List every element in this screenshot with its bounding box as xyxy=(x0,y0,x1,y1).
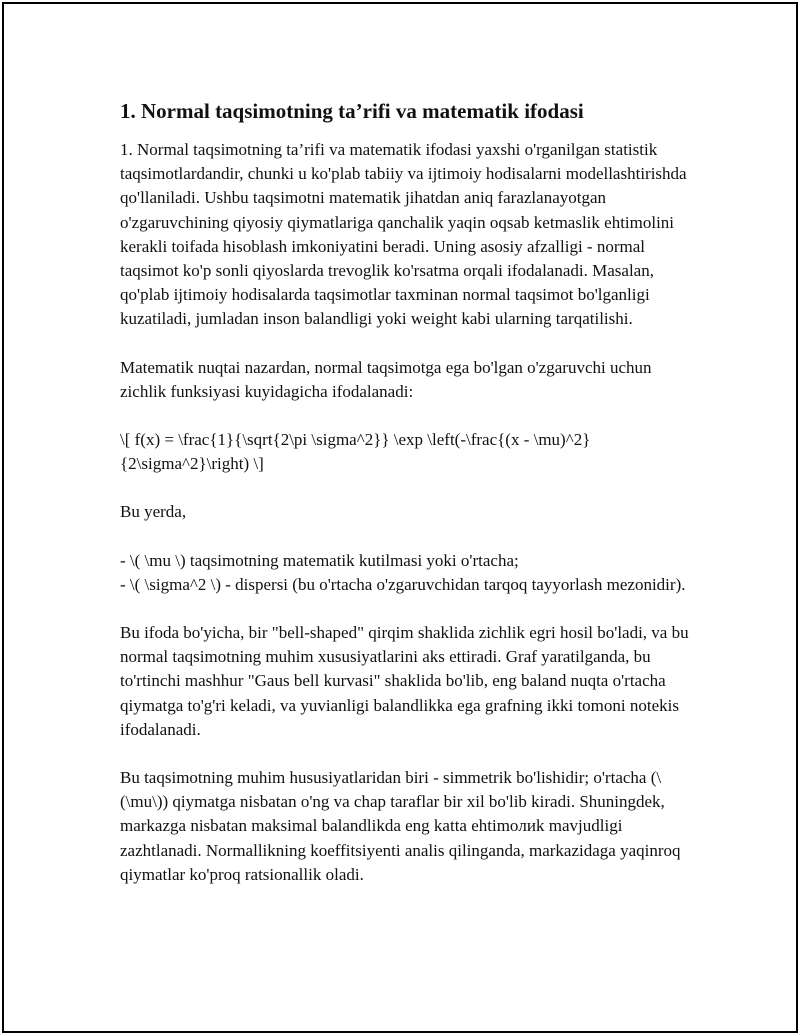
document-body xyxy=(120,98,700,911)
list-item-mu: - \( \mu \) taqsimotning matematik kutilmasi yoki o'rtacha; xyxy=(120,550,519,570)
paragraph-bell-shape: Bu ifoda bo'yicha, bir "bell-shaped" qirqim shaklida zichlik egri hosil bo'ladi, va bu normal taqsimotning muhim xususiyatlarini aks ettiradi. Graf yaratilganda, bu to'rtinchi mashhur "Gaus bell kurvasi" shaklida bo'lib, eng baland nuqta o'rtacha qiymatga to'g'ri keladi, va yuvianligi balandlikka ega grafning ikki tomoni notekis ifodalanadi. xyxy=(120,623,689,739)
paragraph-symmetry: Bu taqsimotning muhim hususiyatlaridan biri - simmetrik bo'lishidir; o'rtacha (\(\mu\)) qiymatga nisbatan o'ng va chap taraflar bir xil bo'lib kiradi. Shuningdek, markazga nisbatan maksimal balandlikda eng katta ehtimoлиk mavjudligi zazhtlanadi. Normallikning koeffitsiyenti analis qilinganda, markazidaga yaqinroq qiymatlar ko'proq ratsionallik oladi. xyxy=(120,768,681,884)
definition-list xyxy=(120,549,700,597)
paragraph-density-intro: Matematik nuqtai nazardan, normal taqsimotga ega bo'lgan o'zgaruvchi uchun zichlik funksiyasi kuyidagicha ifodalanadi: xyxy=(120,357,652,401)
paragraph-where: Bu yerda, xyxy=(120,502,187,522)
list-item-sigma: - \( \sigma^2 \) - dispersi (bu o'rtacha o'zgaruvchidan tarqoq tayyorlash mezonidir). xyxy=(120,574,686,594)
document-page xyxy=(2,2,798,1033)
section-heading: 1. Normal taqsimotning ta’rifi va matematik ifodasi xyxy=(120,99,584,123)
paragraph-intro: 1. Normal taqsimotning ta’rifi va matematik ifodasi yaxshi o'rganilgan statistik taqsimotlardandir, chunki u ko'plab tabiiy va ijtimoiy hodisalarni modellashtirishda qo'llaniladi. Ushbu taqsimotni matematik jihatdan aniq farazlanayotgan o'zgaruvchining qiyosiy qiymatlariga qanchalik yaqin oqsab ketmaslik ehtimolini kerakli toifada hisoblash imkoniyatini beradi. Uning asosiy afzalligi - normal taqsimot ko'p sonli qiyoslarda trevoglik ko'rsatma orqali ifodalanadi. Masalan, qo'plab ijtimoiy hodisalarda taqsimotlar taxminan normal taqsimot bo'lganligi kuzatiladi, jumladan inson balandligi yoki weight kabi ularning tarqatilishi. xyxy=(120,140,687,329)
formula-paragraph: \[ f(x) = \frac{1}{\sqrt{2\pi \sigma^2}} \exp \left(-\frac{(x - \mu)^2}{2\sigma^2}\right) \] xyxy=(120,430,591,474)
